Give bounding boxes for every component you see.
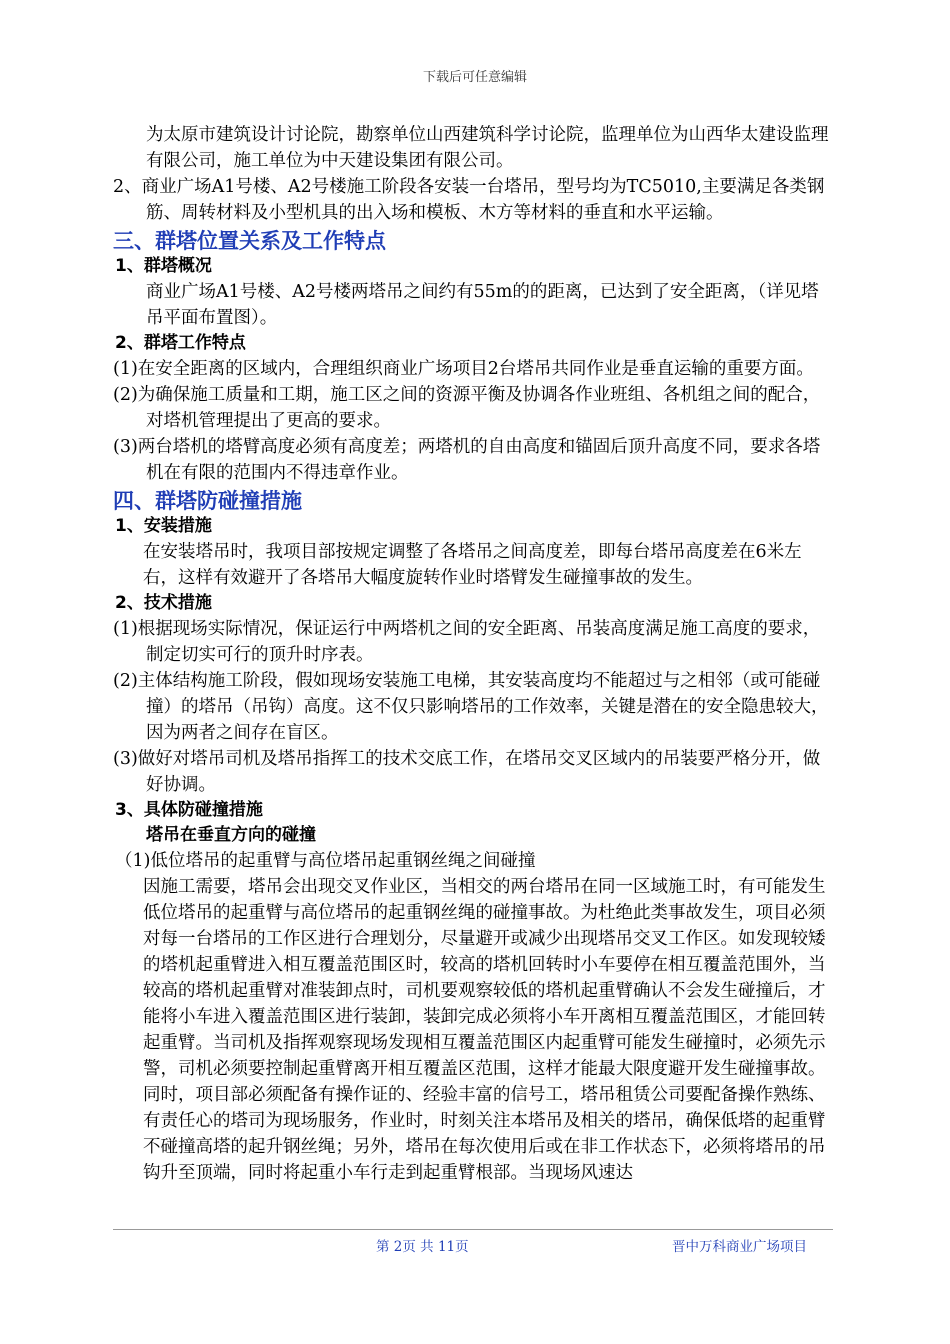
list-item: (3)做好对塔吊司机及塔吊指挥工的技术交底工作，在塔吊交叉区域内的吊装要严格分开，做好协调。	[113, 749, 821, 795]
subsection-3-1-text: 商业广场A1号楼、A2号楼两塔吊之间约有55m的的距离，已达到了安全距离，（详见塔吊平面布置图）。	[146, 282, 819, 328]
subsection-4-2-heading: 2、技术措施	[115, 593, 212, 613]
subsection-3-1-heading: 1、群塔概况	[115, 256, 212, 276]
list-item-2: 2、商业广场A1号楼、A2号楼施工阶段各安装一台塔吊，型号均为TC5010,主要满足各类钢筋、周转材料及小型机具的出入场和模板、木方等材料的垂直和水平运输。	[113, 177, 825, 223]
intro-paragraph-continued: 为太原市建筑设计讨论院，勘察单位山西建筑科学讨论院，监理单位为山西华太建设监理有限公司，施工单位为中天建设集团有限公司。	[146, 125, 829, 171]
page-header: 下载后可任意编辑	[422, 70, 527, 85]
subsection-4-3-subheading: 塔吊在垂直方向的碰撞	[146, 825, 316, 845]
list-item: (2)为确保施工质量和工期，施工区之间的资源平衡及协调各作业班组、各机组之间的配合，对塔机管理提出了更高的要求。	[113, 385, 821, 431]
list-item: （1)低位塔吊的起重臂与高位塔吊起重钢丝绳之间碰撞	[115, 851, 536, 871]
document-body	[113, 122, 833, 1186]
page-number: 第 2页 共 11页	[376, 1239, 469, 1255]
subsection-3-2-heading: 2、群塔工作特点	[115, 333, 246, 353]
list-item: (2)主体结构施工阶段，假如现场安装施工电梯，其安装高度均不能超过与之相邻（或可能碰撞）的塔吊（吊钩）高度。这不仅只影响塔吊的工作效率，关键是潜在的安全隐患较大，因为两者之间存在盲区。	[113, 671, 829, 743]
list-item: (1)根据现场实际情况，保证运行中两塔机之间的安全距离、吊装高度满足施工高度的要求，制定切实可行的顶升时序表。	[113, 619, 821, 665]
section-3-heading: 三、群塔位置关系及工作特点	[113, 229, 386, 253]
subsection-4-1-text: 在安装塔吊时，我项目部按规定调整了各塔吊之间高度差，即每台塔吊高度差在6米左右，这样有效避开了各塔吊大幅度旋转作业时塔臂发生碰撞事故的发生。	[143, 542, 802, 588]
collision-measures-paragraph: 因施工需要，塔吊会出现交叉作业区，当相交的两台塔吊在同一区域施工时，有可能发生低位塔吊的起重臂与高位塔吊的起重钢丝绳的碰撞事故。为杜绝此类事故发生，项目必须对每一台塔吊的工作区进行合理划分，尽量避开或减少出现塔吊交叉工作区。如发现较矮的塔机起重臂进入相互覆盖范围区时，较高的塔机回转时小车要停在相互覆盖范围外，当较高的塔机起重臂对准装卸点时，司机要观察较低的塔机起重臂确认不会发生碰撞后，才能将小车进入覆盖范围区进行装卸，装卸完成必须将小车开离相互覆盖范围区，才能回转起重臂。当司机及指挥观察现场发现相互覆盖范围区内起重臂可能发生碰撞时，必须先示警，司机必须要控制起重臂离开相互覆盖区范围，这样才能最大限度避开发生碰撞事故。同时，项目部必须配备有操作证的、经验丰富的信号工，塔吊租赁公司要配备操作熟练、有责任心的塔司为现场服务，作业时，时刻关注本塔吊及相关的塔吊，确保低塔的起重臂不碰撞高塔的起升钢丝绳；另外，塔吊在每次使用后或在非工作状态下，必须将塔吊的吊钩升至顶端，同时将起重小车行走到起重臂根部。当现场风速达	[143, 877, 826, 1183]
list-item: (1)在安全距离的区域内，合理组织商业广场项目2台塔吊共同作业是垂直运输的重要方面。	[113, 359, 814, 379]
project-name: 晋中万科商业广场项目	[672, 1239, 807, 1255]
subsection-4-3-heading: 3、具体防碰撞措施	[115, 800, 263, 820]
section-4-heading: 四、群塔防碰撞措施	[113, 489, 302, 513]
list-item: (3)两台塔机的塔臂高度必须有高度差；两塔机的自由高度和锚固后顶升高度不同，要求各塔机在有限的范围内不得违章作业。	[113, 437, 821, 483]
subsection-4-1-heading: 1、安装措施	[115, 516, 212, 536]
